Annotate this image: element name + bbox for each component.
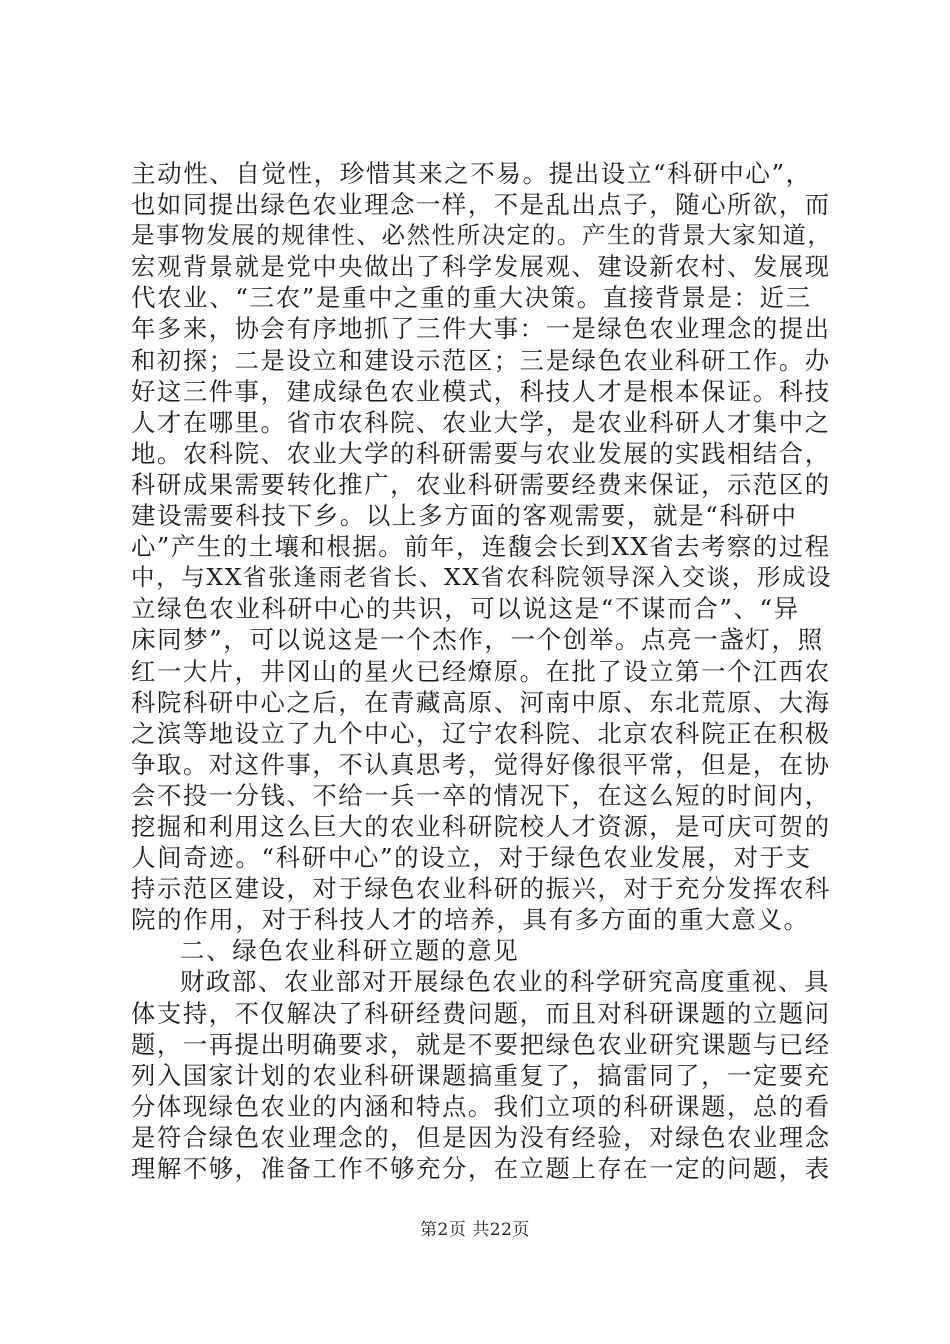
text-line: 立绿色农业科研中心的共识，可以说这是“不谋而合”、“异 <box>131 594 800 624</box>
text-line: 题，一再提出明确要求，就是不要把绿色农业研究课题与已经 <box>131 1029 831 1059</box>
text-line: 院的作用，对于科技人才的培养，具有多方面的重大意义。 <box>131 905 810 935</box>
text-line: 中，与XX省张逢雨老省长、XX省农科院领导深入交谈，形成设 <box>131 563 833 592</box>
text-line: 主动性、自觉性，珍惜其来之不易。提出设立“科研中心”， <box>131 159 812 188</box>
text-line: 宏观背景就是党中央做出了科学发展观、建设新农村、发展现 <box>131 252 831 282</box>
text-line: 和初探；二是设立和建设示范区；三是绿色农业科研工作。办 <box>131 345 831 375</box>
text-line: 理解不够，准备工作不够充分，在立题上存在一定的问题，表 <box>131 1154 831 1183</box>
text-line: 地。农科院、农业大学的科研需要与农业发展的实践相结合， <box>131 438 831 468</box>
text-line: 财政部、农业部对开展绿色农业的科学研究高度重视、具 <box>180 967 831 997</box>
text-line: 床同梦”，可以说这是一个杰作，一个创举。点亮一盏灯，照 <box>131 625 824 655</box>
text-line: 科研成果需要转化推广，农业科研需要经费来保证，示范区的 <box>131 469 831 499</box>
text-line: 之滨等地设立了九个中心，辽宁农科院、北京农科院正在积极 <box>131 718 831 748</box>
text-line: 代农业、“三农”是重中之重的重大决策。直接背景是：近三 <box>131 283 812 313</box>
text-line: 会不投一分钱、不给一兵一卒的情况下，在这么短的时间内， <box>131 780 831 810</box>
text-line: 体支持，不仅解决了科研经费问题，而且对科研课题的立题问 <box>131 998 831 1028</box>
text-line: 分体现绿色农业的内涵和特点。我们立项的科研课题，总的看 <box>131 1091 831 1121</box>
page-footer: 第2页 共22页 <box>420 1220 530 1240</box>
text-line: 科院科研中心之后，在青藏高原、河南中原、东北荒原、大海 <box>131 687 831 717</box>
text-line: 是符合绿色农业理念的，但是因为没有经验，对绿色农业理念 <box>131 1122 831 1152</box>
body-text <box>131 158 831 1184</box>
text-line: 好这三件事，建成绿色农业模式，科技人才是根本保证。科技 <box>131 376 831 406</box>
text-line: 人间奇迹。“科研中心”的设立，对于绿色农业发展，对于支 <box>131 843 812 873</box>
text-line: 持示范区建设，对于绿色农业科研的振兴，对于充分发挥农科 <box>131 874 831 904</box>
text-line: 人才在哪里。省市农科院、农业大学，是农业科研人才集中之 <box>131 407 831 437</box>
text-line: 心”产生的土壤和根据。前年，连馥会长到XX省去考察的过程 <box>131 532 831 562</box>
text-line: 是事物发展的规律性、必然性所决定的。产生的背景大家知道， <box>131 221 833 250</box>
text-line: 二、绿色农业科研立题的意见 <box>180 936 520 966</box>
text-line: 列入国家计划的农业科研课题搞重复了，搞雷同了，一定要充 <box>131 1060 831 1090</box>
text-line: 建设需要科技下乡。以上多方面的客观需要，就是“科研中 <box>131 501 798 531</box>
text-line: 争取。对这件事，不认真思考，觉得好像很平常，但是，在协 <box>131 749 831 779</box>
text-line: 年多来，协会有序地抓了三件大事：一是绿色农业理念的提出 <box>131 314 831 344</box>
text-line: 也如同提出绿色农业理念一样，不是乱出点子，随心所欲，而 <box>131 190 831 220</box>
text-line: 挖掘和利用这么巨大的农业科研院校人才资源，是可庆可贺的 <box>131 811 831 841</box>
text-line: 红一大片，井冈山的星火已经燎原。在批了设立第一个江西农 <box>131 656 831 686</box>
